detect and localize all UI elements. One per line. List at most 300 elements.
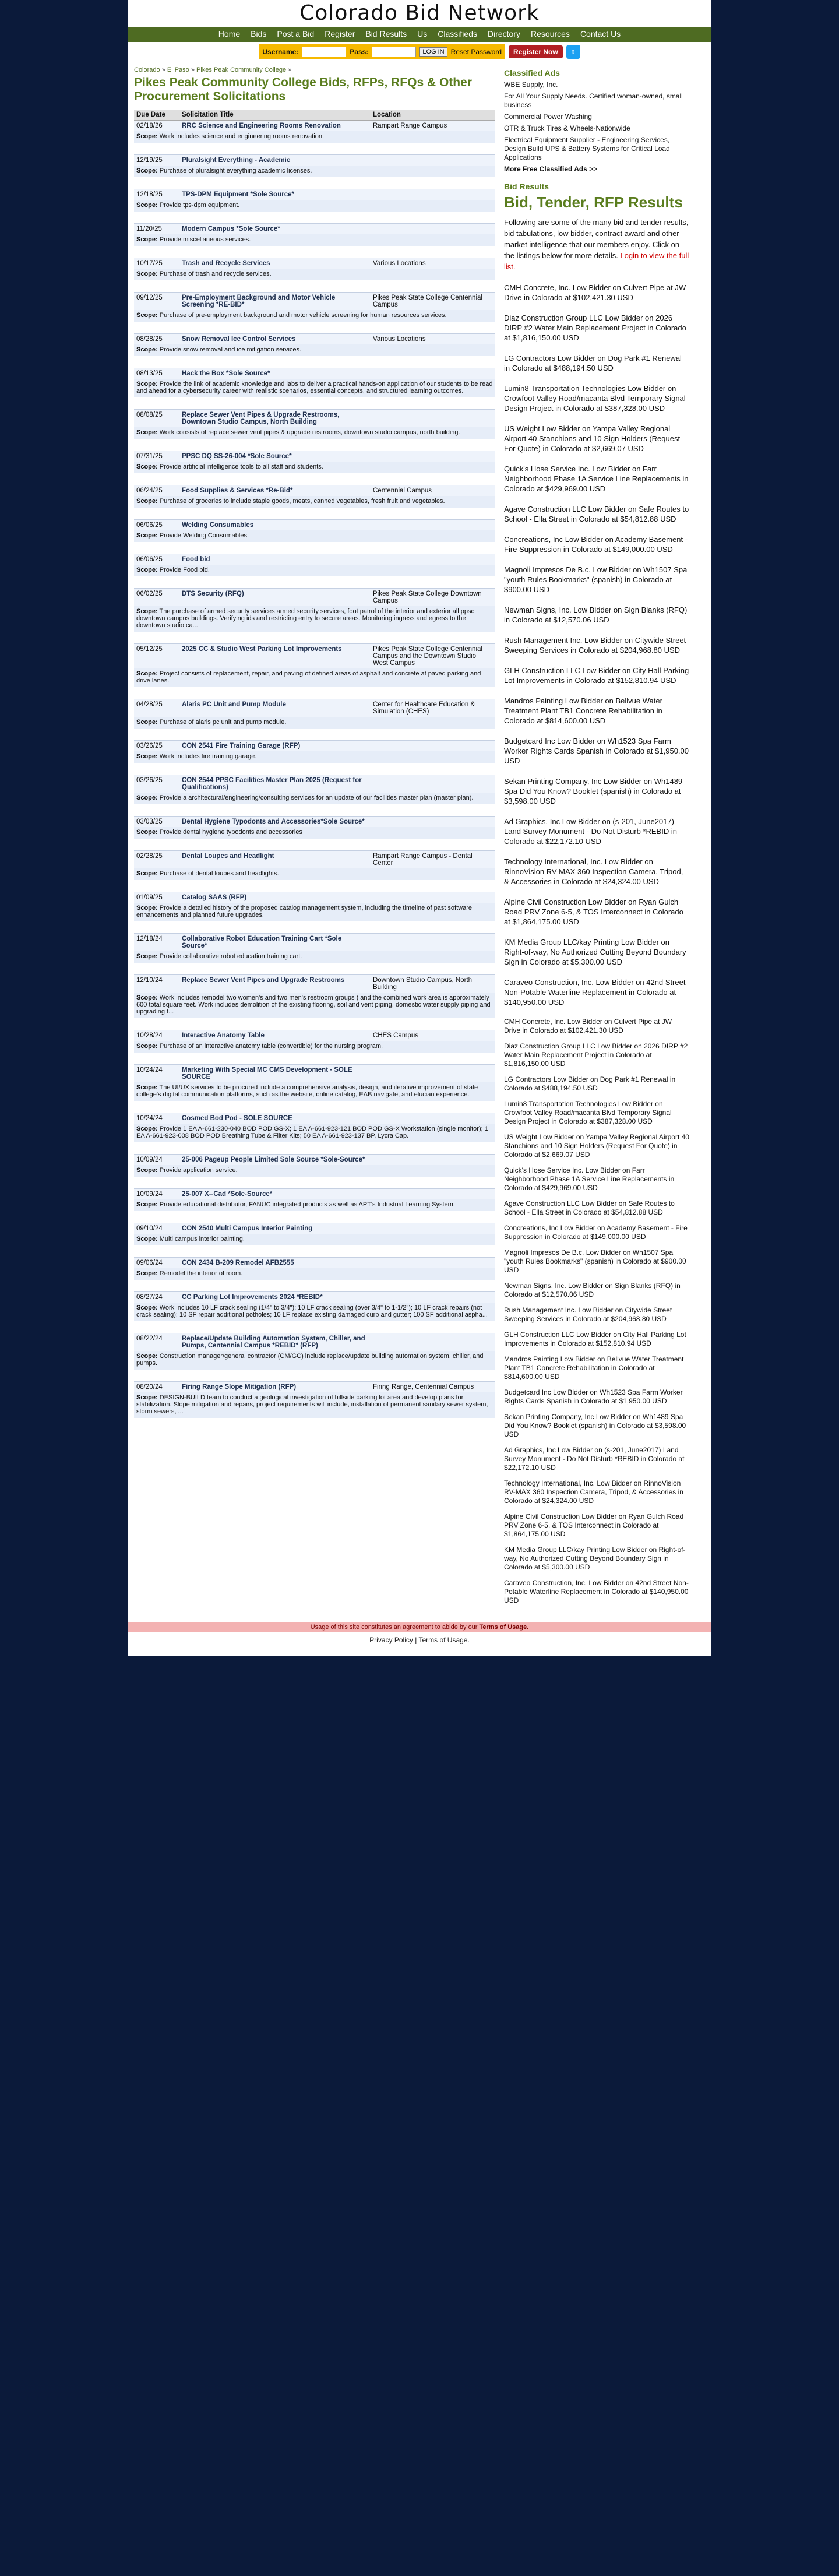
row-due-date: 09/06/24: [134, 1258, 179, 1269]
row-location: [371, 554, 495, 565]
table-row[interactable]: [134, 554, 495, 565]
row-due-date: 10/28/24: [134, 1030, 179, 1041]
row-scope: [134, 427, 495, 439]
scope-text: Purchase of an interactive anatomy table (convertible) for the nursing program.: [159, 1043, 383, 1050]
scope-label: Scope:: [136, 870, 158, 877]
nav-post-a-bid[interactable]: Post a Bid: [277, 29, 315, 38]
row-location: [371, 224, 495, 235]
scope-text: Provide the link of academic knowledge and labs to deliver a practical hands-on application of our students to be read and ahead for a cybersecurity career with realistic scenarios, essential concepts, and structured learning outcomes.: [136, 381, 493, 395]
row-title[interactable]: Dental Hygiene Typodonts and Accessories*Sole Source*: [179, 817, 371, 828]
row-due-date: 03/26/25: [134, 741, 179, 752]
row-scope: [134, 530, 495, 542]
row-due-date: 08/22/24: [134, 1333, 179, 1352]
row-due-date: 09/10/24: [134, 1223, 179, 1234]
row-scope: [134, 717, 495, 729]
row-due-date: 04/28/25: [134, 699, 179, 717]
table-row[interactable]: [134, 1333, 495, 1352]
classified-ads-title: Classified Ads: [504, 68, 560, 78]
row-location: CHES Campus: [371, 1030, 495, 1041]
row-title[interactable]: Dental Loupes and Headlight: [179, 851, 371, 869]
scope-label: Scope:: [136, 429, 158, 436]
row-title[interactable]: Collaborative Robot Education Training Cart *Sole Source*: [179, 934, 371, 952]
scope-text: Work includes 10 LF crack sealing (1/4" to 3/4"); 10 LF crack sealing (over 3/4" to 1-1/2"); 10 LF crack repairs (not crack sealing); 10 SF repair additional potholes; 10 LF replace existing damaged curb and gutter; 100 SF additional aspha...: [136, 1304, 488, 1318]
scope-text: Provide application service.: [159, 1167, 238, 1174]
scope-label: Scope:: [136, 532, 158, 539]
classified-ad[interactable]: Commercial Power Washing: [504, 112, 592, 121]
row-scope: [134, 1351, 495, 1370]
row-title[interactable]: CC Parking Lot Improvements 2024 *REBID*: [179, 1292, 371, 1303]
row-title[interactable]: CON 2540 Multi Campus Interior Painting: [179, 1223, 371, 1234]
scope-text: Provide snow removal and ice mitigation services.: [159, 346, 302, 353]
row-scope: [134, 496, 495, 508]
row-location: [371, 1113, 495, 1124]
row-due-date: 07/31/25: [134, 451, 179, 462]
table-row[interactable]: [134, 189, 495, 200]
row-title[interactable]: Modern Campus *Sole Source*: [179, 224, 371, 235]
row-title[interactable]: Replace/Update Building Automation System, Chiller, and Pumps, Centennial Campus *REBID* (RFP): [179, 1333, 371, 1352]
login-button[interactable]: LOG IN: [420, 47, 447, 57]
table-row[interactable]: [134, 1065, 495, 1083]
row-due-date: 03/03/25: [134, 817, 179, 828]
bid-result-item-compact[interactable]: LG Contractors Low Bidder on Dog Park #1 Renewal in Colorado at $488,194.50 USD: [504, 1075, 676, 1092]
row-due-date: 05/12/25: [134, 644, 179, 669]
row-due-date: 02/18/26: [134, 121, 179, 132]
scope-label: Scope:: [136, 1353, 158, 1360]
scope-text: Purchase of dental loupes and headlights.: [159, 870, 279, 877]
row-scope: [134, 903, 495, 921]
bid-result-item-compact[interactable]: Magnoli Impresos De B.c. Low Bidder on Wh1507 Spa "youth Rules Bookmarks" (spanish) in Colorado at $900.00 USD: [504, 1248, 686, 1274]
nav-bids[interactable]: Bids: [251, 29, 267, 38]
table-row[interactable]: [134, 1223, 495, 1234]
scope-text: Remodel the interior of room.: [159, 1270, 243, 1277]
bid-result-item[interactable]: Quick's Hose Service Inc. Low Bidder on Farr Neighborhood Phase 1A Service Line Replacements in Colorado at $429,969.00 USD: [504, 464, 689, 493]
row-due-date: 12/18/24: [134, 934, 179, 952]
scope-label: Scope:: [136, 829, 158, 836]
bid-result-item-compact[interactable]: Budgetcard Inc Low Bidder on Wh1523 Spa Farm Worker Rights Cards Spanish in Colorado at $1,950.00 USD: [504, 1388, 683, 1405]
table-row[interactable]: [134, 1189, 495, 1200]
row-location: Rampart Range Campus - Dental Center: [371, 851, 495, 869]
row-location: Downtown Studio Campus, North Building: [371, 975, 495, 993]
scope-label: Scope:: [136, 1201, 158, 1208]
nav-contact-us[interactable]: Contact Us: [580, 29, 621, 38]
row-title[interactable]: CON 2434 B-209 Remodel AFB2555: [179, 1258, 371, 1269]
scope-text: Work includes fire training garage.: [159, 753, 257, 760]
row-scope: [134, 1234, 495, 1245]
table-row[interactable]: [134, 1258, 495, 1269]
nav-home[interactable]: Home: [218, 29, 241, 38]
row-location: [371, 520, 495, 531]
table-row[interactable]: [134, 410, 495, 428]
login-bar: [128, 42, 711, 62]
row-due-date: 06/24/25: [134, 485, 179, 497]
scope-text: Construction manager/general contractor (CM/GC) include replace/update building automation system, chiller, and pumps.: [136, 1353, 484, 1367]
row-location: [371, 189, 495, 200]
row-title[interactable]: Hack the Box *Sole Source*: [179, 368, 371, 379]
scope-text: Provide educational distributor, FANUC integrated products as well as APT's Industrial Learning System.: [159, 1201, 455, 1208]
scope-text: Purchase of alaris pc unit and pump module.: [159, 719, 287, 726]
row-location: [371, 1333, 495, 1352]
scope-text: Provide 1 EA A-661-230-040 BOD POD GS-X; 1 EA A-661-923-121 BOD POD GS-X Workstation (single monitor); 1 EA A-661-923-008 BOD POD Breathing Tube & Filter Kits; 50 EA A-661-923-137 BP, Lycra Cap.: [136, 1125, 488, 1139]
row-due-date: 10/24/24: [134, 1065, 179, 1083]
scope-label: Scope:: [136, 498, 158, 505]
scope-label: Scope:: [136, 1270, 158, 1277]
row-title[interactable]: RRC Science and Engineering Rooms Renovation: [179, 121, 371, 132]
row-title[interactable]: PPSC DQ SS-26-004 *Sole Source*: [179, 451, 371, 462]
table-row[interactable]: [134, 258, 495, 269]
table-row[interactable]: [134, 817, 495, 828]
bid-result-item-compact[interactable]: Ad Graphics, Inc Low Bidder on (s-201, June2017) Land Survey Monument - Do Not Disturb *REBID in Colorado at $22,172.10 USD: [504, 1446, 685, 1472]
breadcrumb-college[interactable]: Pikes Peak Community College: [196, 66, 287, 73]
row-due-date: 08/08/25: [134, 410, 179, 428]
scope-label: Scope:: [136, 312, 158, 319]
page: [128, 0, 711, 1656]
scope-label: Scope:: [136, 346, 158, 353]
scope-label: Scope:: [136, 202, 158, 209]
scope-label: Scope:: [136, 994, 158, 1001]
bid-result-item-compact[interactable]: US Weight Low Bidder on Yampa Valley Regional Airport 40 Stanchions and 10 Sign Holders (Request For Quote) in Colorado at $2,669.07 USD: [504, 1133, 689, 1159]
row-due-date: 08/13/25: [134, 368, 179, 379]
table-row[interactable]: [134, 934, 495, 952]
scope-label: Scope:: [136, 753, 158, 760]
row-scope: [134, 1082, 495, 1101]
username-label: Username:: [262, 48, 299, 56]
scope-label: Scope:: [136, 133, 158, 140]
row-location: Pikes Peak State College Centennial Campus: [371, 293, 495, 311]
table-row[interactable]: [134, 334, 495, 345]
table-row[interactable]: [134, 485, 495, 497]
row-due-date: 08/20/24: [134, 1382, 179, 1393]
footer-notice: Usage of this site constitutes an agreement to abide by our Terms of Usage.: [128, 1622, 711, 1632]
row-location: Centennial Campus: [371, 485, 495, 497]
row-location: [371, 451, 495, 462]
row-title[interactable]: Snow Removal Ice Control Services: [179, 334, 371, 345]
scope-text: Purchase of pluralsight everything academic licenses.: [159, 167, 312, 174]
table-row[interactable]: [134, 892, 495, 903]
password-input[interactable]: [372, 47, 416, 57]
row-scope: [134, 131, 495, 143]
main-content: [134, 62, 495, 1616]
row-due-date: 12/10/24: [134, 975, 179, 993]
scope-text: DESIGN-BUILD team to conduct a geological investigation of hillside parking lot area and develop plans for stabilization. Slope mitigation and repairs, project requirements will include, installation of permanent sanitary sewer system, storm sewers, ...: [136, 1394, 488, 1415]
bid-result-item[interactable]: Budgetcard Inc Low Bidder on Wh1523 Spa Farm Worker Rights Cards Spanish in Colorado at $1,950.00 USD: [504, 737, 689, 765]
row-location: [371, 368, 495, 379]
scope-label: Scope:: [136, 1304, 158, 1311]
table-row[interactable]: [134, 775, 495, 793]
row-title[interactable]: Alaris PC Unit and Pump Module: [179, 699, 371, 717]
scope-text: Provide collaborative robot education training cart.: [159, 953, 302, 960]
row-title[interactable]: CON 2544 PPSC Facilities Master Plan 2025 (Request for Qualifications): [179, 775, 371, 793]
bid-result-item-compact[interactable]: Caraveo Construction, Inc. Low Bidder on 42nd Street Non-Potable Waterline Replacement in Colorado at $140,950.00 USD: [504, 1579, 689, 1604]
row-title[interactable]: Cosmed Bod Pod - SOLE SOURCE: [179, 1113, 371, 1124]
scope-text: Project consists of replacement, repair, and paving of defined areas of asphalt and concrete at paved parking and drive lanes.: [136, 670, 481, 684]
username-input[interactable]: [302, 47, 346, 57]
nav-directory[interactable]: Directory: [488, 29, 521, 38]
row-title[interactable]: Firing Range Slope Mitigation (RFP): [179, 1382, 371, 1393]
row-scope: [134, 269, 495, 280]
scope-text: Provide a detailed history of the proposed catalog management system, including the timeline of past software enhancements and planned future upgrades.: [136, 905, 472, 919]
row-location: [371, 1189, 495, 1200]
row-scope: [134, 379, 495, 397]
row-scope: [134, 200, 495, 212]
row-title[interactable]: Catalog SAAS (RFP): [179, 892, 371, 903]
nav-resources[interactable]: Resources: [531, 29, 570, 38]
table-row[interactable]: [134, 1382, 495, 1393]
table-row[interactable]: [134, 851, 495, 869]
table-row[interactable]: [134, 368, 495, 379]
bid-result-item[interactable]: Concreations, Inc Low Bidder on Academy Basement - Fire Suppression in Colorado at $149,000.00 USD: [504, 535, 688, 554]
footer-links: Privacy Policy | Terms of Usage.: [369, 1636, 470, 1644]
bid-result-item-compact[interactable]: Lumin8 Transportation Technologies Low Bidder on Crowfoot Valley Road/macanta Blvd Temporary Signal Design Project in Colorado at $387,328.00 USD: [504, 1100, 672, 1125]
row-scope: [134, 827, 495, 839]
scope-text: Multi campus interior painting.: [159, 1236, 245, 1243]
row-location: Center for Healthcare Education & Simulation (CHES): [371, 699, 495, 717]
bid-result-item[interactable]: Agave Construction LLC Low Bidder on Safe Routes to School - Ella Street in Colorado at $54,812.88 USD: [504, 505, 689, 523]
row-scope: [134, 1268, 495, 1280]
classified-ad[interactable]: OTR & Truck Tires & Wheels-Nationwide: [504, 124, 630, 132]
row-title[interactable]: TPS-DPM Equipment *Sole Source*: [179, 189, 371, 200]
table-row[interactable]: [134, 699, 495, 717]
bid-result-item-compact[interactable]: KM Media Group LLC/kay Printing Low Bidder on Right-of-way, No Authorized Cutting Beyond Boundary Sign in Colorado at $5,300.00 USD: [504, 1546, 686, 1571]
row-scope: [134, 234, 495, 246]
bid-result-item-compact[interactable]: Agave Construction LLC Low Bidder on Safe Routes to School - Ella Street in Colorado at $54,812.88 USD: [504, 1199, 675, 1216]
row-due-date: 09/12/25: [134, 293, 179, 311]
breadcrumb: Colorado » El Paso » Pikes Peak Community College »: [134, 66, 292, 73]
row-due-date: 10/09/24: [134, 1189, 179, 1200]
table-row[interactable]: [134, 644, 495, 669]
bid-result-item-compact[interactable]: Alpine Civil Construction Low Bidder on Ryan Gulch Road PRV Zone 6-5, & TOS Interconnect in Colorado at $1,864,175.00 USD: [504, 1512, 684, 1538]
row-location: Various Locations: [371, 258, 495, 269]
table-row[interactable]: [134, 520, 495, 531]
bid-result-item-compact[interactable]: Mandros Painting Low Bidder on Bellvue Water Treatment Plant TB1 Concrete Rehabilitation in Colorado at $814,600.00 USD: [504, 1355, 684, 1381]
reset-password-link[interactable]: Reset Password: [450, 48, 502, 56]
bid-result-item-compact[interactable]: CMH Concrete, Inc. Low Bidder on Culvert Pipe at JW Drive in Colorado at $102,421.30 USD: [504, 1018, 672, 1034]
table-row[interactable]: [134, 224, 495, 235]
row-location: [371, 410, 495, 428]
row-location: [371, 1155, 495, 1166]
scope-text: Provide a architectural/engineering/consulting services for an update of our facilities master plan (master plan).: [159, 794, 474, 801]
scope-text: The UI/UX services to be procured include a comprehensive analysis, design, and iterative improvement of state college's digital communication platforms, such as the website, online catalog, EAB navigate, and elucian experience.: [136, 1084, 478, 1098]
bid-result-item-compact[interactable]: Concreations, Inc Low Bidder on Academy Basement - Fire Suppression in Colorado at $149,000.00 USD: [504, 1224, 688, 1241]
row-due-date: 02/28/25: [134, 851, 179, 869]
bid-result-item[interactable]: Alpine Civil Construction Low Bidder on Ryan Gulch Road PRV Zone 6-5, & TOS Interconnect in Colorado at $1,864,175.00 USD: [504, 898, 683, 926]
row-due-date: 08/27/24: [134, 1292, 179, 1303]
row-title[interactable]: CON 2541 Fire Training Garage (RFP): [179, 741, 371, 752]
scope-label: Scope:: [136, 463, 158, 470]
header-location: Location: [371, 110, 495, 121]
table-row[interactable]: [134, 293, 495, 311]
breadcrumb-el-paso[interactable]: El Paso: [167, 66, 189, 73]
row-location: [371, 1292, 495, 1303]
bid-result-item[interactable]: Sekan Printing Company, Inc Low Bidder on Wh1489 Spa Did You Know? Booklet (spanish) in Colorado at $3,598.00 USD: [504, 777, 683, 805]
classified-ad[interactable]: For All Your Supply Needs. Certified woman-owned, small business: [504, 92, 683, 109]
site-logo[interactable]: Colorado Bid Network: [128, 0, 711, 27]
bid-result-item[interactable]: LG Contractors Low Bidder on Dog Park #1 Renewal in Colorado at $488,194.50 USD: [504, 354, 682, 372]
bid-results-big-title: Bid, Tender, RFP Results: [504, 193, 683, 211]
table-row[interactable]: [134, 741, 495, 752]
scope-label: Scope:: [136, 270, 158, 277]
table-row[interactable]: [134, 589, 495, 607]
bid-result-item[interactable]: Lumin8 Transportation Technologies Low Bidder on Crowfoot Valley Road/macanta Blvd Temporary Signal Design Project in Colorado at $387,328.00 USD: [504, 384, 686, 413]
classified-ad[interactable]: WBE Supply, Inc.: [504, 80, 558, 89]
nav-us[interactable]: Us: [417, 29, 428, 38]
row-scope: [134, 793, 495, 804]
row-title[interactable]: Interactive Anatomy Table: [179, 1030, 371, 1041]
bid-result-item-compact[interactable]: Newman Signs, Inc. Low Bidder on Sign Blanks (RFQ) in Colorado at $12,570.06 USD: [504, 1282, 681, 1298]
row-due-date: 06/06/25: [134, 520, 179, 531]
scope-text: The purchase of armed security services armed security services, foot patrol of the interior and exterior all ppsc downtown campus buildings. Verifying ids and restricting entry to secure areas. Monitoring ingress and egress to the downtown studio ca...: [136, 608, 475, 629]
bid-result-item-compact[interactable]: GLH Construction LLC Low Bidder on City Hall Parking Lot Improvements in Colorado at $152,810.94 USD: [504, 1331, 686, 1347]
scope-label: Scope:: [136, 794, 158, 801]
row-location: Firing Range, Centennial Campus: [371, 1382, 495, 1393]
table-row[interactable]: [134, 121, 495, 132]
header-title: Solicitation Title: [179, 110, 371, 121]
main-nav: [128, 27, 711, 42]
row-location: [371, 741, 495, 752]
bid-result-item[interactable]: Technology International, Inc. Low Bidder on RinnoVision RV-MAX 360 Inspection Camera, Tripod, & Accessories in Colorado at $24,324.00 USD: [504, 857, 683, 886]
row-scope: [134, 868, 495, 880]
row-title[interactable]: Pluralsight Everything - Academic: [179, 155, 371, 166]
scope-text: Provide artificial intelligence tools to all staff and students.: [159, 463, 323, 470]
row-title[interactable]: Marketing With Special MC CMS Development - SOLE SOURCE: [179, 1065, 371, 1083]
bid-result-item[interactable]: Rush Management Inc. Low Bidder on Citywide Street Sweeping Services in Colorado at $204,968.80 USD: [504, 636, 686, 654]
scope-text: Purchase of groceries to include staple goods, meats, canned vegetables, fresh fruit and vegetables.: [159, 498, 445, 505]
breadcrumb-colorado[interactable]: Colorado: [134, 66, 160, 73]
row-scope: [134, 751, 495, 763]
bid-result-item[interactable]: Caraveo Construction, Inc. Low Bidder on 42nd Street Non-Potable Waterline Replacement in Colorado at $140,950.00 USD: [504, 978, 686, 1007]
scope-text: Purchase of pre-employment background and motor vehicle screening for human resources services.: [159, 312, 447, 319]
scope-label: Scope:: [136, 608, 158, 615]
bid-result-item[interactable]: Ad Graphics, Inc Low Bidder on (s-201, June2017) Land Survey Monument - Do Not Disturb *REBID in Colorado at $22,172.10 USD: [504, 817, 677, 846]
terms-usage-link[interactable]: Terms of Usage.: [418, 1636, 470, 1644]
row-due-date: 01/09/25: [134, 892, 179, 903]
row-scope: [134, 1124, 495, 1142]
row-title[interactable]: Food bid: [179, 554, 371, 565]
bid-results-intro: Following are some of the many bid and tender results, bid tabulations, low bidder, contract award and other market intelligence that our members enjoy. Click on the listings below for more details. Login to view the full list.: [504, 218, 689, 271]
bid-result-item-compact[interactable]: Quick's Hose Service Inc. Low Bidder on Farr Neighborhood Phase 1A Service Line Replacements in Colorado at $429,969.00 USD: [504, 1166, 675, 1192]
row-title[interactable]: Food Supplies & Services *Re-Bid*: [179, 485, 371, 497]
table-row[interactable]: [134, 1292, 495, 1303]
row-location: [371, 1223, 495, 1234]
row-title[interactable]: DTS Security (RFQ): [179, 589, 371, 607]
row-location: [371, 1065, 495, 1083]
bid-result-item[interactable]: US Weight Low Bidder on Yampa Valley Regional Airport 40 Stanchions and 10 Sign Holders (Request For Quote) in Colorado at $2,669.07 USD: [504, 424, 681, 453]
page-title: Pikes Peak Community College Bids, RFPs, RFQs & Other Procurement Solicitations: [134, 76, 472, 103]
scope-label: Scope:: [136, 566, 158, 573]
bid-result-item[interactable]: Diaz Construction Group LLC Low Bidder on 2026 DIRP #2 Water Main Replacement Project in Colorado at $1,816,150.00 USD: [504, 314, 686, 342]
login-box: [259, 44, 505, 59]
row-location: Rampart Range Campus: [371, 121, 495, 132]
row-location: [371, 1258, 495, 1269]
row-location: [371, 155, 495, 166]
scope-label: Scope:: [136, 719, 158, 726]
more-classified-link[interactable]: More Free Classified Ads >>: [504, 165, 598, 173]
row-location: Pikes Peak State College Downtown Campus: [371, 589, 495, 607]
row-due-date: 10/17/25: [134, 258, 179, 269]
privacy-link[interactable]: Privacy Policy: [369, 1636, 413, 1644]
bid-result-item-compact[interactable]: Diaz Construction Group LLC Low Bidder on 2026 DIRP #2 Water Main Replacement Project in Colorado at $1,816,150.00 USD: [504, 1042, 688, 1068]
nav-bid-results[interactable]: Bid Results: [365, 29, 407, 38]
row-due-date: 10/09/24: [134, 1155, 179, 1166]
header-due-date: Due Date: [134, 110, 179, 121]
row-location: Pikes Peak State College Centennial Campus and the Downtown Studio West Campus: [371, 644, 495, 669]
table-row[interactable]: [134, 975, 495, 993]
row-scope: [134, 344, 495, 356]
password-label: Pass:: [350, 48, 369, 56]
table-row[interactable]: [134, 451, 495, 462]
bid-result-item[interactable]: Mandros Painting Low Bidder on Bellvue Water Treatment Plant TB1 Concrete Rehabilitation in Colorado at $814,600.00 USD: [504, 696, 662, 725]
table-row[interactable]: [134, 155, 495, 166]
scope-label: Scope:: [136, 1043, 158, 1050]
scope-text: Work includes science and engineering rooms renovation.: [159, 133, 325, 140]
row-due-date: 03/26/25: [134, 775, 179, 793]
row-due-date: 12/19/25: [134, 155, 179, 166]
scope-text: Purchase of trash and recycle services.: [159, 270, 272, 277]
bid-result-item-compact[interactable]: Sekan Printing Company, Inc Low Bidder on Wh1489 Spa Did You Know? Booklet (spanish) in Colorado at $3,598.00 USD: [504, 1413, 686, 1438]
scope-label: Scope:: [136, 1167, 158, 1174]
nav-classifieds[interactable]: Classifieds: [438, 29, 477, 38]
bid-result-item[interactable]: Newman Signs, Inc. Low Bidder on Sign Blanks (RFQ) in Colorado at $12,570.06 USD: [504, 606, 688, 624]
scope-label: Scope:: [136, 670, 158, 677]
scope-label: Scope:: [136, 905, 158, 912]
scope-text: Provide dental hygiene typodonts and accessories: [159, 829, 302, 836]
row-title[interactable]: Pre-Employment Background and Motor Vehicle Screening *RE-BID*: [179, 293, 371, 311]
bid-result-item[interactable]: Magnoli Impresos De B.c. Low Bidder on Wh1507 Spa "youth Rules Bookmarks" (spanish) in Colorado at $900.00 USD: [504, 565, 688, 594]
twitter-icon[interactable]: t: [566, 45, 580, 59]
row-title[interactable]: Replace Sewer Vent Pipes and Upgrade Restrooms: [179, 975, 371, 993]
login-link[interactable]: Login to view the full list.: [504, 251, 689, 271]
bid-result-item[interactable]: CMH Concrete, Inc. Low Bidder on Culvert Pipe at JW Drive in Colorado at $102,421.30 USD: [504, 283, 686, 302]
scope-label: Scope:: [136, 1394, 158, 1401]
classified-ad[interactable]: Electrical Equipment Supplier - Engineering Services, Design Build UPS & Battery Systems for Critical Load Applications: [504, 136, 670, 161]
row-title[interactable]: Replace Sewer Vent Pipes & Upgrade Restrooms, Downtown Studio Campus, North Building: [179, 410, 371, 428]
scope-text: Provide Welding Consumables.: [159, 532, 249, 539]
scope-label: Scope:: [136, 1125, 158, 1132]
table-row[interactable]: [134, 1030, 495, 1041]
register-button[interactable]: Register Now: [509, 45, 563, 58]
row-title[interactable]: Welding Consumables: [179, 520, 371, 531]
table-row[interactable]: [134, 1113, 495, 1124]
bid-results-heading: Bid Results: [504, 182, 549, 191]
row-scope: [134, 565, 495, 576]
scope-label: Scope:: [136, 167, 158, 174]
row-due-date: 06/06/25: [134, 554, 179, 565]
table-row[interactable]: [134, 1155, 495, 1166]
row-title[interactable]: 25-006 Pageup People Limited Sole Source *Sole-Source*: [179, 1155, 371, 1166]
bid-result-item-compact[interactable]: Technology International, Inc. Low Bidder on RinnoVision RV-MAX 360 Inspection Camera, Tripod, & Accessories in Colorado at $24,324.00 USD: [504, 1479, 683, 1505]
nav-register[interactable]: Register: [325, 29, 355, 38]
bid-result-item[interactable]: GLH Construction LLC Low Bidder on City Hall Parking Lot Improvements in Colorado at $152,810.94 USD: [504, 666, 689, 685]
row-scope: [134, 993, 495, 1018]
bid-result-item[interactable]: KM Media Group LLC/kay Printing Low Bidder on Right-of-way, No Authorized Cutting Beyond Boundary Sign in Colorado at $5,300.00 USD: [504, 938, 686, 966]
row-title[interactable]: 25-007 X--Cad *Sole-Source*: [179, 1189, 371, 1200]
row-scope: [134, 462, 495, 473]
scope-text: Provide Food bid.: [159, 566, 210, 573]
scope-text: Provide miscellaneous services.: [159, 236, 251, 243]
scope-text: Provide tps-dpm equipment.: [159, 202, 240, 209]
row-title[interactable]: 2025 CC & Studio West Parking Lot Improvements: [179, 644, 371, 669]
row-title[interactable]: Trash and Recycle Services: [179, 258, 371, 269]
scope-label: Scope:: [136, 381, 158, 388]
row-scope: [134, 1199, 495, 1211]
row-scope: [134, 1041, 495, 1053]
terms-link[interactable]: Terms of Usage.: [479, 1624, 529, 1631]
scope-label: Scope:: [136, 953, 158, 960]
row-scope: [134, 310, 495, 322]
row-due-date: 12/18/25: [134, 189, 179, 200]
row-location: [371, 817, 495, 828]
bid-result-item-compact[interactable]: Rush Management Inc. Low Bidder on Citywide Street Sweeping Services in Colorado at $204,968.80 USD: [504, 1306, 672, 1323]
row-location: Various Locations: [371, 334, 495, 345]
